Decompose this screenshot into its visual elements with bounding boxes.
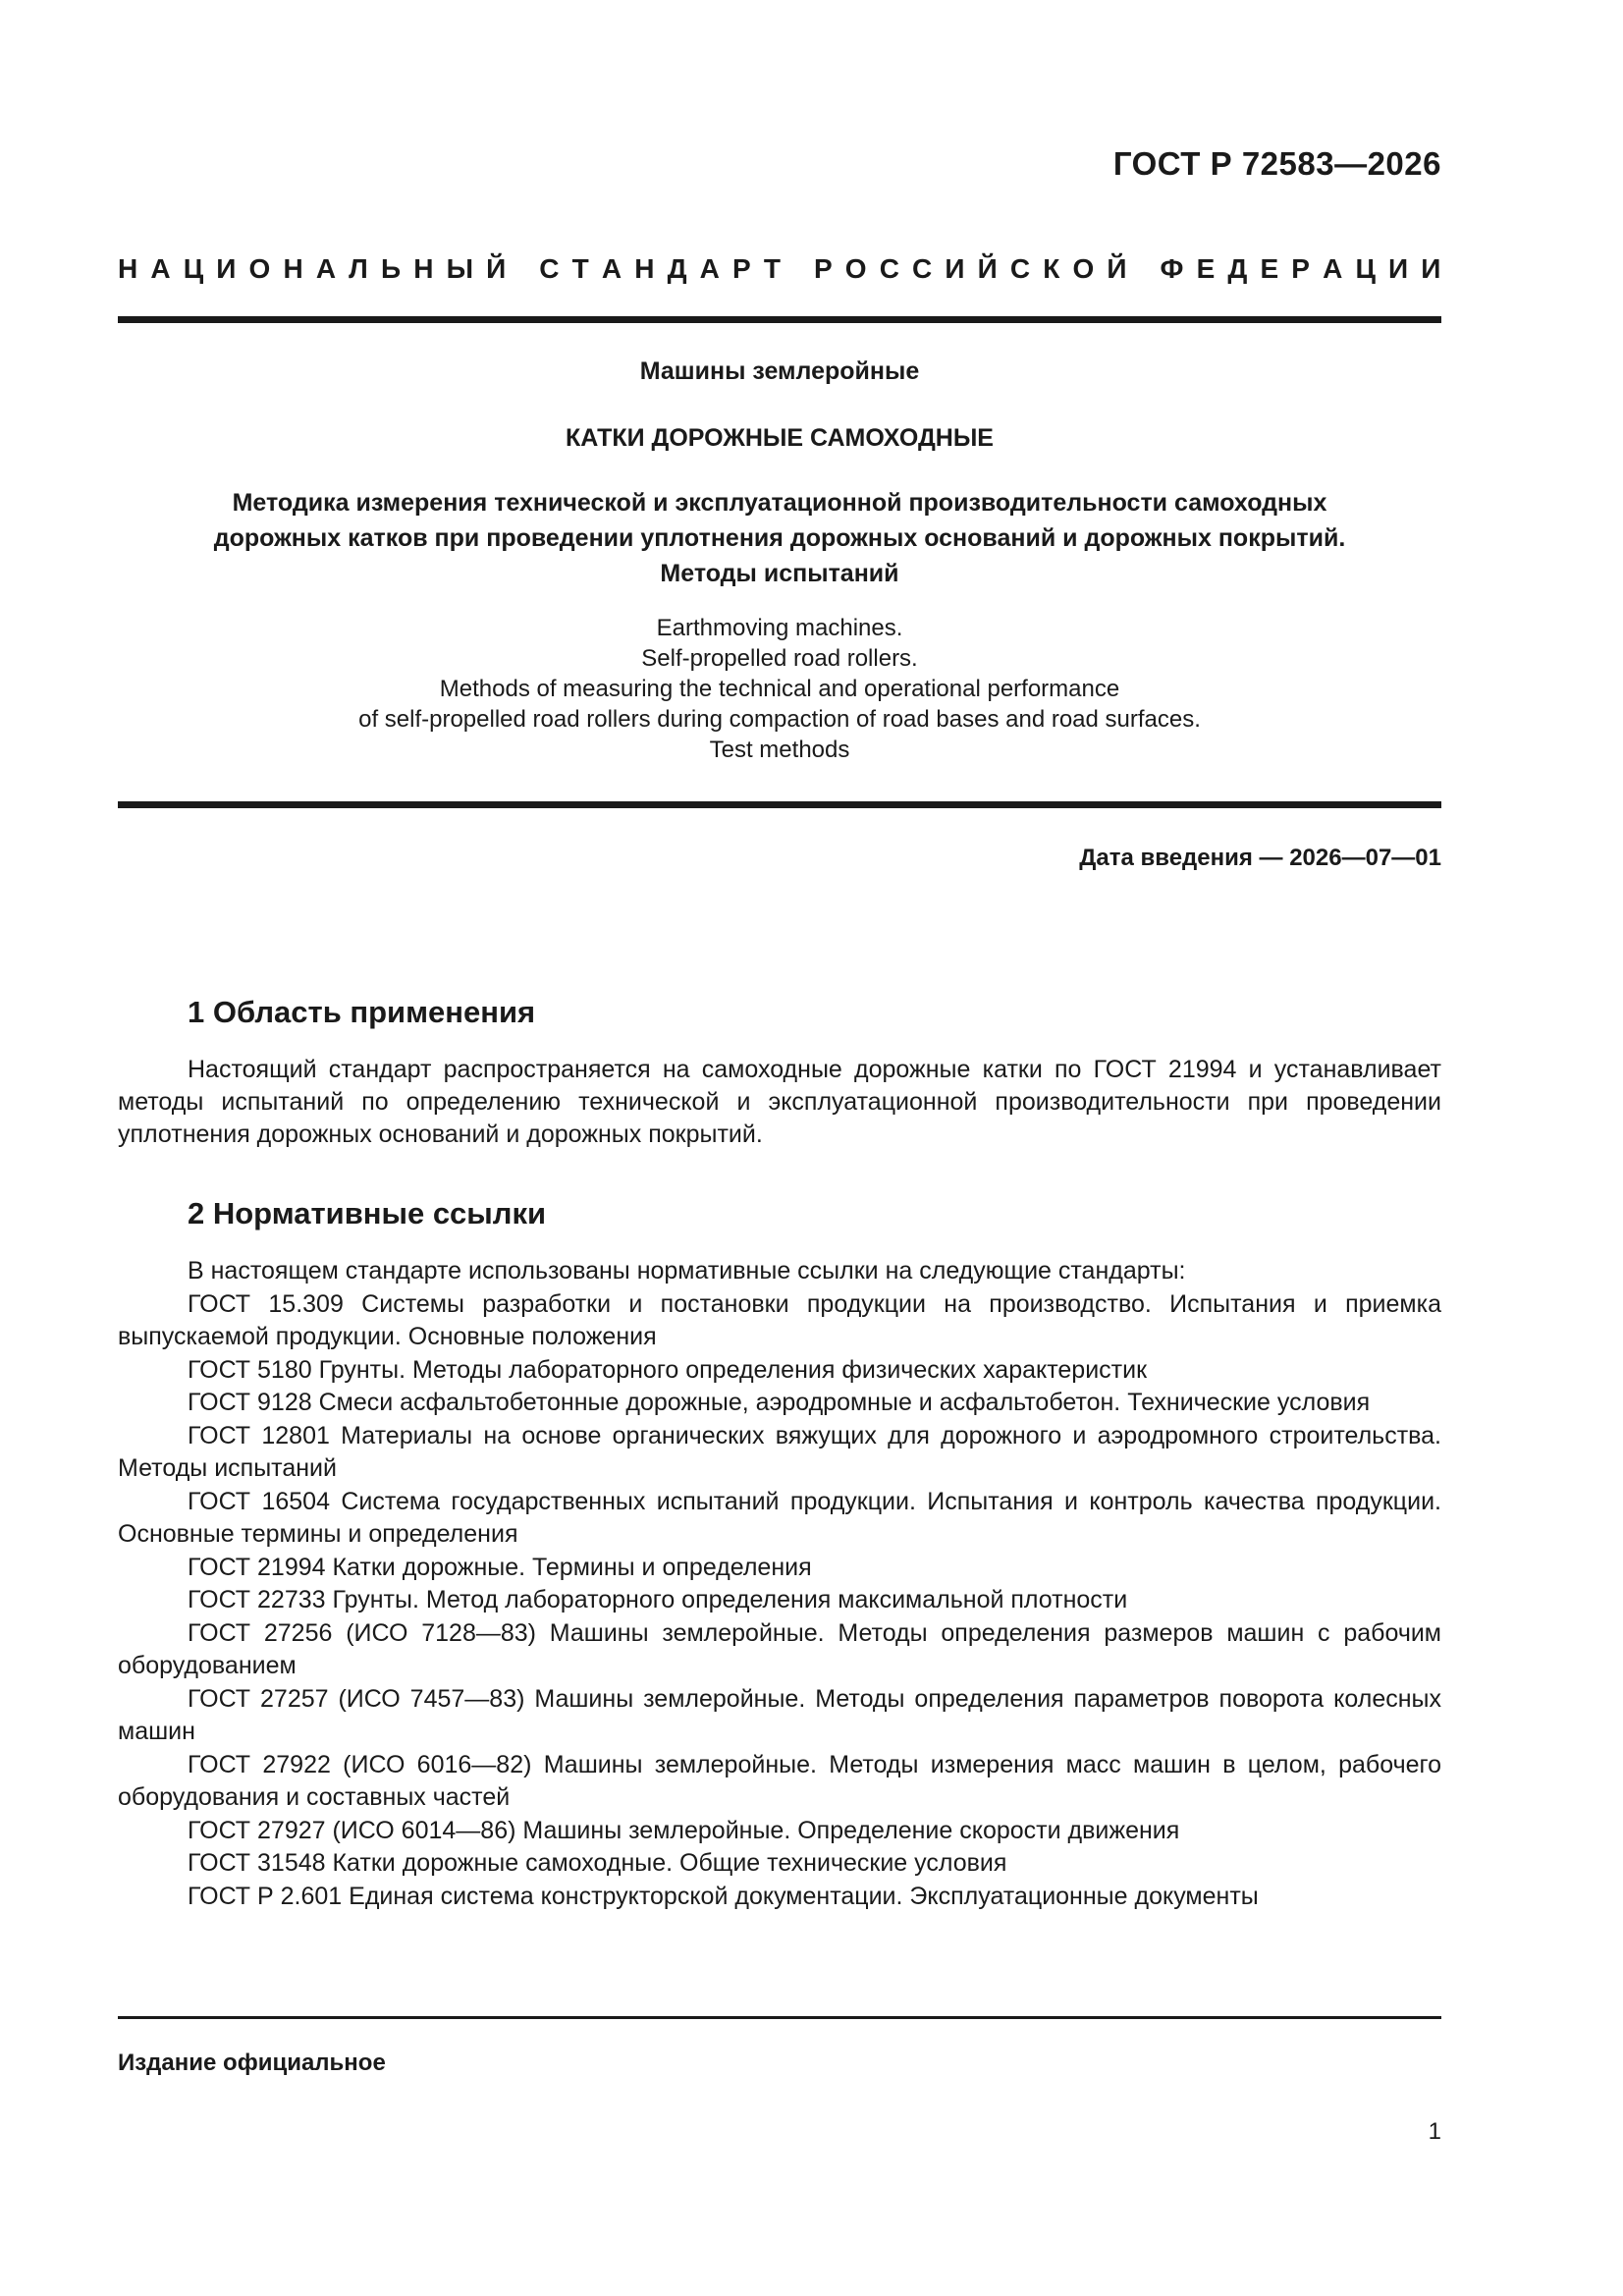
heading-letter: А xyxy=(699,253,720,284)
title-sub-line: дорожных катков при проведении уплотнения дорожных оснований и дорожных покрытий. xyxy=(213,524,1346,552)
heading-letter: Д xyxy=(1227,253,1248,284)
heading-letter: С xyxy=(912,253,933,284)
title-sub-line: Методика измерения технической и эксплуатационной производительности самоходных xyxy=(232,489,1327,517)
footer-divider xyxy=(118,2016,1441,2019)
official-edition-label: Издание официальное xyxy=(118,2050,386,2076)
heading-letter: Н xyxy=(283,253,303,284)
heading-letter: И xyxy=(945,253,965,284)
heading-letter: Р xyxy=(813,253,833,284)
section-1-text xyxy=(118,1054,1441,1151)
paragraph: Настоящий стандарт распространяется на самоходные дорожные катки по ГОСТ 21994 и устанавливает методы испытаний по определению технической и эксплуатационной производительности при проведении уплотнения дорожных оснований и дорожных покрытий. xyxy=(118,1056,1441,1148)
title-english-line: Self-propelled road rollers. xyxy=(641,645,918,672)
reference-item: ГОСТ 31548 Катки дорожные самоходные. Общие технические условия xyxy=(188,1849,1007,1877)
section-1-heading: 1 Область применения xyxy=(188,995,536,1029)
heading-letter xyxy=(793,253,801,285)
heading-letter: К xyxy=(1043,253,1060,284)
national-standard-heading xyxy=(118,253,1441,285)
reference-item: ГОСТ 15.309 Системы разработки и постановки продукции на производство. Испытания и приемка выпускаемой продукции. Основные положения xyxy=(118,1289,1441,1350)
standard-designation: ГОСТ Р 72583—2026 xyxy=(1112,145,1441,182)
heading-letter: Й xyxy=(977,253,998,284)
heading-letter: И xyxy=(1388,253,1409,284)
heading-letter: Й xyxy=(1107,253,1127,284)
reference-item: ГОСТ 16504 Система государственных испытаний продукции. Испытания и контроль качества продукции. Основные термины и определения xyxy=(118,1487,1441,1548)
heading-letter: И xyxy=(1421,253,1441,284)
reference-item: ГОСТ 21994 Катки дорожные. Термины и определения xyxy=(188,1553,812,1581)
reference-item: ГОСТ 27257 (ИСО 7457—83) Машины землеройные. Методы определения параметров поворота колесных машин xyxy=(118,1684,1441,1745)
heading-letter: С xyxy=(539,253,560,284)
heading-letter: Н xyxy=(118,253,138,284)
heading-letter: О xyxy=(844,253,867,284)
title-sub-line: Методы испытаний xyxy=(660,560,899,587)
reference-item: ГОСТ 12801 Материалы на основе органических вяжущих для дорожного и аэродромного строительства. Методы испытаний xyxy=(118,1421,1441,1482)
reference-item: ГОСТ Р 2.601 Единая система конструкторской документации. Эксплуатационные документы xyxy=(188,1882,1259,1910)
title-english xyxy=(118,613,1441,765)
reference-item: ГОСТ 27927 (ИСО 6014—86) Машины землеройные. Определение скорости движения xyxy=(188,1816,1180,1844)
heading-letter: Т xyxy=(571,253,589,284)
heading-letter: Й xyxy=(486,253,507,284)
heading-letter xyxy=(1140,253,1148,285)
heading-letter: О xyxy=(1072,253,1095,284)
heading-letter: О xyxy=(248,253,271,284)
heading-letter: Н xyxy=(413,253,434,284)
heading-letter: И xyxy=(216,253,237,284)
page-number: 1 xyxy=(1428,2118,1441,2145)
heading-letter: Ф xyxy=(1160,253,1184,284)
heading-letter: С xyxy=(1009,253,1031,284)
heading-letter: А xyxy=(1323,253,1343,284)
heading-letter: Р xyxy=(732,253,751,284)
reference-item: ГОСТ 22733 Грунты. Метод лабораторного определения максимальной плотности xyxy=(188,1586,1128,1613)
heading-letter: Д xyxy=(667,253,687,284)
reference-item: ГОСТ 9128 Смеси асфальтобетонные дорожные, аэродромные и асфальтобетон. Технические условия xyxy=(188,1389,1371,1416)
heading-letter: Ц xyxy=(1355,253,1376,284)
heading-letter: А xyxy=(601,253,622,284)
title-main: КАТКИ ДОРОЖНЫЕ САМОХОДНЫЕ xyxy=(566,424,994,452)
heading-letter: А xyxy=(315,253,337,284)
heading-letter: Е xyxy=(1260,253,1279,284)
reference-item: ГОСТ 5180 Грунты. Методы лабораторного определения физических характеристик xyxy=(188,1355,1148,1384)
heading-letter: Ы xyxy=(446,253,473,284)
title-english-line: Methods of measuring the technical and operational performance xyxy=(439,676,1120,702)
heading-letter: Л xyxy=(349,253,368,284)
document-page xyxy=(118,0,1441,2296)
heading-letter: Н xyxy=(634,253,655,284)
header-divider xyxy=(118,316,1441,323)
title-english-line: Test methods xyxy=(709,737,850,763)
heading-letter: Ц xyxy=(183,253,204,284)
paragraph: В настоящем стандарте использованы нормативные ссылки на следующие стандарты: xyxy=(188,1257,1186,1285)
heading-letter xyxy=(518,253,526,285)
normative-references xyxy=(118,1255,1441,1913)
reference-item: ГОСТ 27922 (ИСО 6016—82) Машины землеройные. Методы измерения масс машин в целом, рабочего оборудования и составных частей xyxy=(118,1750,1441,1811)
title-english-line: of self-propelled road rollers during compaction of road bases and road surfaces. xyxy=(358,706,1201,733)
section-2-heading: 2 Нормативные ссылки xyxy=(188,1196,547,1230)
heading-letter: С xyxy=(879,253,899,284)
introduction-date: Дата введения — 2026—07—01 xyxy=(1079,845,1441,871)
heading-letter: А xyxy=(150,253,171,284)
heading-letter: Р xyxy=(1291,253,1310,284)
heading-letter: Ь xyxy=(380,253,402,284)
title-sub xyxy=(118,485,1441,591)
heading-letter: Т xyxy=(763,253,781,284)
title-divider xyxy=(118,801,1441,808)
heading-letter: Е xyxy=(1196,253,1216,284)
title-english-line: Earthmoving machines. xyxy=(656,615,903,641)
reference-item: ГОСТ 27256 (ИСО 7128—83) Машины землеройные. Методы определения размеров машин с рабочим оборудованием xyxy=(118,1618,1441,1679)
title-group: Машины землеройные xyxy=(639,357,920,385)
